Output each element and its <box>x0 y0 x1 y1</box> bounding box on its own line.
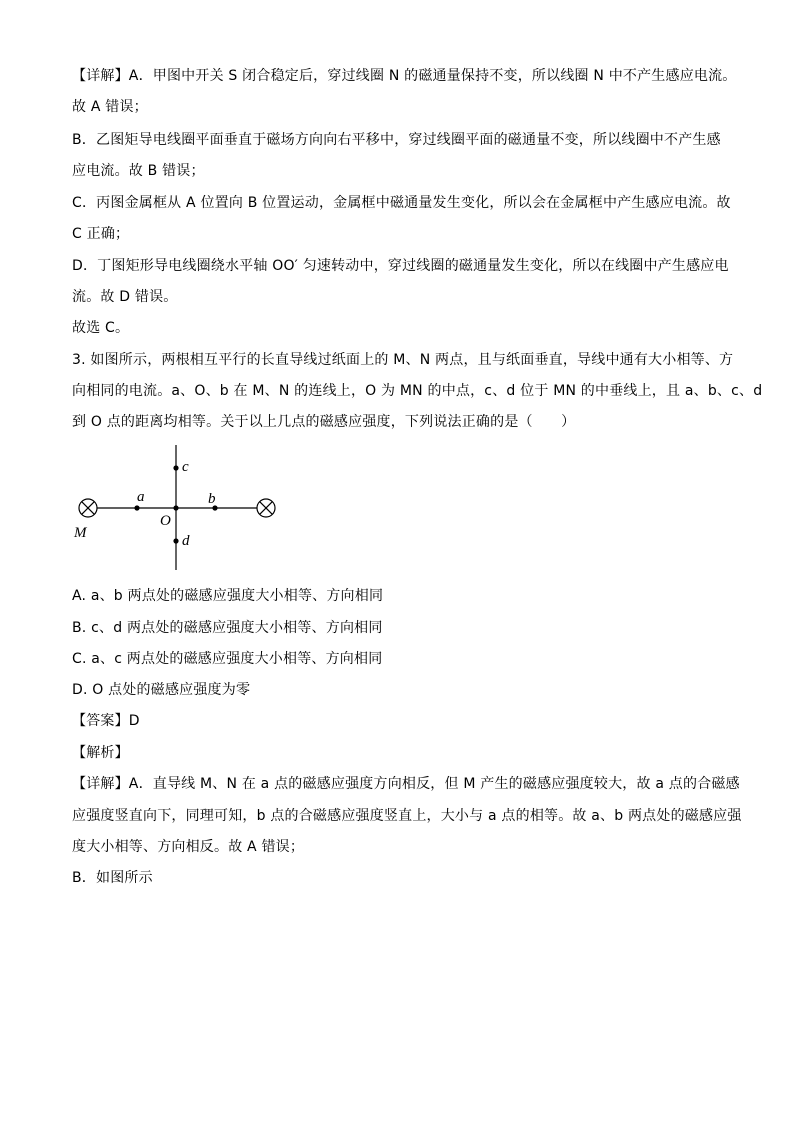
text-line: C 正确； <box>72 226 130 242</box>
point-a <box>134 505 139 510</box>
wire-diagram <box>60 440 300 580</box>
option-b: B. c、d 两点处的磁感应强度大小相等、方向相同 <box>72 620 383 636</box>
point-o <box>173 505 178 510</box>
text-line: D．丁图矩形导电线圈绕水平轴 OO′ 匀速转动中，穿过线圈的磁通量发生变化，所以在线圈中产生感应电 <box>72 258 729 274</box>
detail-line: 【详解】A．直导线 M、N 在 a 点的磁感应强度方向相反，但 M 产生的磁感应强度较大，故 a 点的合磁感 <box>72 776 740 792</box>
analysis-title: 【解析】 <box>72 745 129 761</box>
detail-line: 度大小相等、方向相反。故 A 错误； <box>72 839 305 855</box>
answer-line: 【答案】D <box>72 713 140 729</box>
detail-line: B．如图所示 <box>72 870 153 886</box>
text-line: 流。故 D 错误。 <box>72 289 178 305</box>
option-a: A. a、b 两点处的磁感应强度大小相等、方向相同 <box>72 588 384 604</box>
detail-line: 应强度竖直向下，同理可知，b 点的合磁感应强度竖直上，大小与 a 点的相等。故 a、b 两点处的磁感应强 <box>72 808 742 824</box>
text-line: 应电流。故 B 错误； <box>72 163 205 179</box>
wire-diagram-svg <box>60 440 300 580</box>
question-3-stem: 到 O 点的距离均相等。关于以上几点的磁感应强度，下列说法正确的是（ ） <box>72 414 576 430</box>
text-line: B．乙图矩导电线圈平面垂直于磁场方向向右平移中，穿过线圈平面的磁通量不变，所以线圈中不产生感 <box>72 132 721 148</box>
option-c: C. a、c 两点处的磁感应强度大小相等、方向相同 <box>72 651 383 667</box>
label-m: M <box>74 525 87 541</box>
point-d <box>173 538 178 543</box>
label-o: O <box>160 513 171 529</box>
label-c: c <box>182 459 189 475</box>
label-a: a <box>137 489 145 505</box>
text-line: 【详解】A．甲图中开关 S 闭合稳定后，穿过线圈 N 的磁通量保持不变，所以线圈 N 中不产生感应电流。 <box>72 68 737 84</box>
question-3-stem: 向相同的电流。a、O、b 在 M、N 的连线上，O 为 MN 的中点，c、d 位于 MN 的中垂线上，且 a、b、c、d <box>72 383 763 399</box>
option-d: D. O 点处的磁感应强度为零 <box>72 682 251 698</box>
label-d: d <box>182 533 190 549</box>
wire-n-icon <box>257 499 275 517</box>
text-line: C．丙图金属框从 A 位置向 B 位置运动，金属框中磁通量发生变化，所以会在金属框中产生感应电流。故 <box>72 195 731 211</box>
wire-m-icon <box>79 499 97 517</box>
point-c <box>173 465 178 470</box>
text-line: 故选 C。 <box>72 320 130 336</box>
question-3-stem: 3. 如图所示，两根相互平行的长直导线过纸面上的 M、N 两点，且与纸面垂直，导线中通有大小相等、方 <box>72 352 734 368</box>
label-b: b <box>208 491 216 507</box>
text-line: 故 A 错误； <box>72 99 148 115</box>
